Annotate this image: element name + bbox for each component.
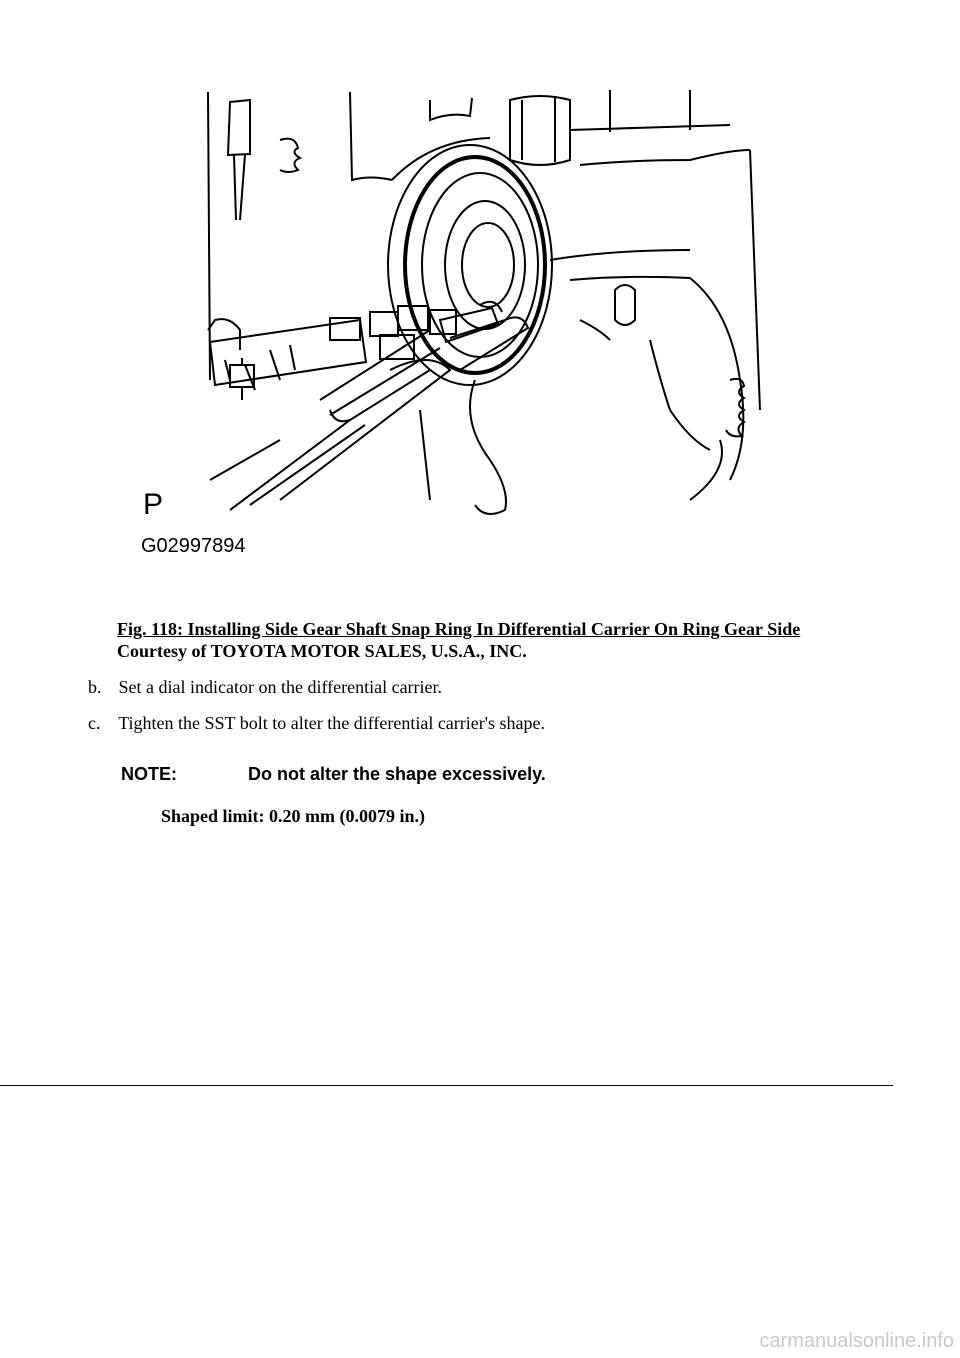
figure-code: G02997894: [141, 535, 246, 557]
step-text: Tighten the SST bolt to alter the differential carrier's shape.: [118, 713, 546, 733]
differential-illustration: [130, 80, 770, 560]
note-box: [121, 764, 546, 785]
figure-label-p: P: [143, 488, 164, 521]
shaped-limit-spec: Shaped limit: 0.20 mm (0.0079 in.): [161, 806, 426, 826]
note-text: Do not alter the shape excessively.: [248, 764, 546, 784]
step-text: Set a dial indicator on the differential carrier.: [118, 677, 443, 697]
figure-courtesy: Courtesy of TOYOTA MOTOR SALES, U.S.A., INC.: [117, 641, 527, 661]
step-b: [88, 676, 442, 698]
footer-watermark: carmanualsonline.info: [759, 1330, 954, 1352]
figure-title[interactable]: Fig. 118: Installing Side Gear Shaft Snap Ring In Differential Carrier On Ring Gear Side: [117, 619, 801, 639]
page-divider: [0, 1085, 893, 1086]
step-letter: b.: [88, 677, 102, 697]
step-c: [88, 712, 545, 734]
note-label: NOTE:: [121, 764, 177, 784]
step-letter: c.: [88, 713, 101, 733]
figure-caption: [117, 618, 800, 662]
